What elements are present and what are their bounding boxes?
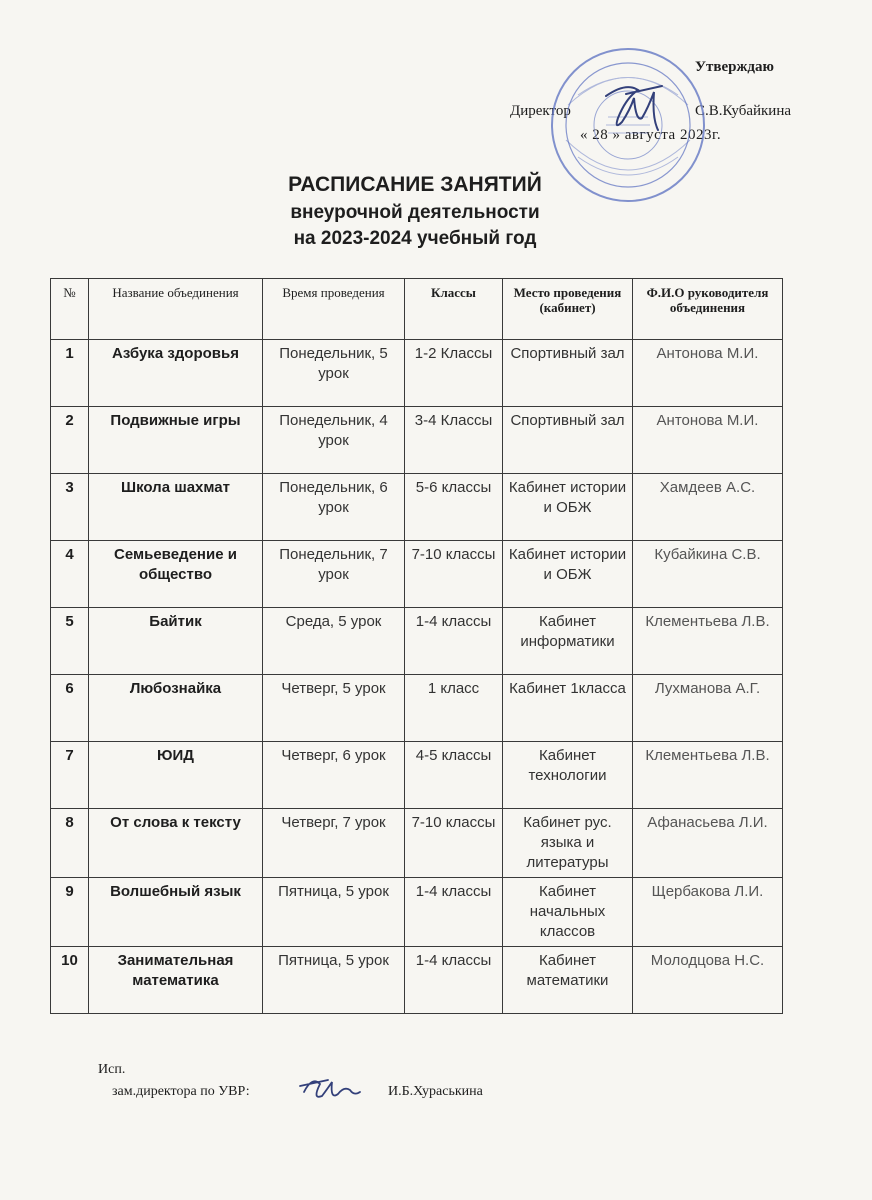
club-time: Четверг, 7 урок — [263, 809, 405, 878]
table-row — [51, 474, 783, 541]
club-time: Четверг, 5 урок — [263, 675, 405, 742]
club-place: Кабинет технологии — [503, 742, 633, 809]
club-time: Понедельник, 6 урок — [263, 474, 405, 541]
row-number: 3 — [51, 474, 89, 541]
club-place: Кабинет начальных классов — [503, 878, 633, 947]
club-place: Кабинет рус. языка и литературы — [503, 809, 633, 878]
title-line-1: РАСПИСАНИЕ ЗАНЯТИЙ — [288, 173, 542, 196]
table-row — [51, 407, 783, 474]
table-row — [51, 608, 783, 675]
club-leader: Кубайкина С.В. — [633, 541, 783, 608]
club-grades: 5-6 классы — [405, 474, 503, 541]
club-place: Кабинет истории и ОБЖ — [503, 474, 633, 541]
club-leader: Лухманова А.Г. — [633, 675, 783, 742]
club-grades: 7-10 классы — [405, 809, 503, 878]
col-header-number: № — [51, 279, 89, 340]
table-row — [51, 742, 783, 809]
row-number: 9 — [51, 878, 89, 947]
club-grades: 7-10 классы — [405, 541, 503, 608]
table-row — [51, 340, 783, 407]
executor-name: И.Б.Хураськина — [388, 1084, 483, 1099]
executor-label: Исп. — [98, 1062, 126, 1077]
club-name: Занимательная математика — [89, 947, 263, 1014]
club-time: Пятница, 5 урок — [263, 878, 405, 947]
col-header-leader: Ф.И.О руководителя объединения — [633, 279, 783, 340]
club-place: Кабинет истории и ОБЖ — [503, 541, 633, 608]
table-row — [51, 809, 783, 878]
club-time: Понедельник, 7 урок — [263, 541, 405, 608]
club-name: Байтик — [89, 608, 263, 675]
club-time: Пятница, 5 урок — [263, 947, 405, 1014]
schedule-table — [50, 278, 783, 1014]
club-time: Понедельник, 4 урок — [263, 407, 405, 474]
club-time: Среда, 5 урок — [263, 608, 405, 675]
club-time: Четверг, 6 урок — [263, 742, 405, 809]
director-signature — [596, 78, 668, 138]
club-leader: Клементьева Л.В. — [633, 742, 783, 809]
club-grades: 1-4 классы — [405, 608, 503, 675]
director-name: С.В.Кубайкина — [695, 103, 792, 119]
col-header-place: Место проведения (кабинет) — [503, 279, 633, 340]
executor-role: зам.директора по УВР: — [112, 1084, 250, 1099]
document-title — [160, 170, 670, 252]
club-leader: Афанасьева Л.И. — [633, 809, 783, 878]
club-leader: Хамдеев А.С. — [633, 474, 783, 541]
col-header-time: Время проведения — [263, 279, 405, 340]
table-row — [51, 541, 783, 608]
col-header-grades: Классы — [405, 279, 503, 340]
club-grades: 1-4 классы — [405, 878, 503, 947]
club-place: Кабинет информатики — [503, 608, 633, 675]
club-grades: 3-4 Классы — [405, 407, 503, 474]
club-grades: 1 класс — [405, 675, 503, 742]
row-number: 5 — [51, 608, 89, 675]
club-name: Волшебный язык — [89, 878, 263, 947]
table-row — [51, 675, 783, 742]
row-number: 10 — [51, 947, 89, 1014]
club-leader: Антонова М.И. — [633, 340, 783, 407]
table-row — [51, 947, 783, 1014]
club-grades: 1-2 Классы — [405, 340, 503, 407]
club-leader: Щербакова Л.И. — [633, 878, 783, 947]
club-place: Кабинет математики — [503, 947, 633, 1014]
club-name: Семьеведение и общество — [89, 541, 263, 608]
club-grades: 4-5 классы — [405, 742, 503, 809]
col-header-name: Название объединения — [89, 279, 263, 340]
table-header-row — [51, 279, 783, 340]
club-grades: 1-4 классы — [405, 947, 503, 1014]
row-number: 2 — [51, 407, 89, 474]
approval-date: « 28 » августа 2023г. — [580, 127, 722, 143]
row-number: 4 — [51, 541, 89, 608]
club-leader: Клементьева Л.В. — [633, 608, 783, 675]
title-line-3: на 2023-2024 учебный год — [293, 228, 537, 249]
row-number: 7 — [51, 742, 89, 809]
club-name: Любознайка — [89, 675, 263, 742]
club-name: От слова к тексту — [89, 809, 263, 878]
club-place: Спортивный зал — [503, 340, 633, 407]
club-name: Азбука здоровья — [89, 340, 263, 407]
row-number: 8 — [51, 809, 89, 878]
club-leader: Молодцова Н.С. — [633, 947, 783, 1014]
row-number: 6 — [51, 675, 89, 742]
club-place: Спортивный зал — [503, 407, 633, 474]
deputy-signature — [298, 1070, 362, 1110]
row-number: 1 — [51, 340, 89, 407]
director-label: Директор — [510, 103, 571, 119]
club-name: Школа шахмат — [89, 474, 263, 541]
approval-title: Утверждаю — [695, 59, 774, 75]
club-name: Подвижные игры — [89, 407, 263, 474]
club-time: Понедельник, 5 урок — [263, 340, 405, 407]
club-place: Кабинет 1класса — [503, 675, 633, 742]
table-row — [51, 878, 783, 947]
club-leader: Антонова М.И. — [633, 407, 783, 474]
title-line-2: внеурочной деятельности — [290, 202, 540, 223]
club-name: ЮИД — [89, 742, 263, 809]
